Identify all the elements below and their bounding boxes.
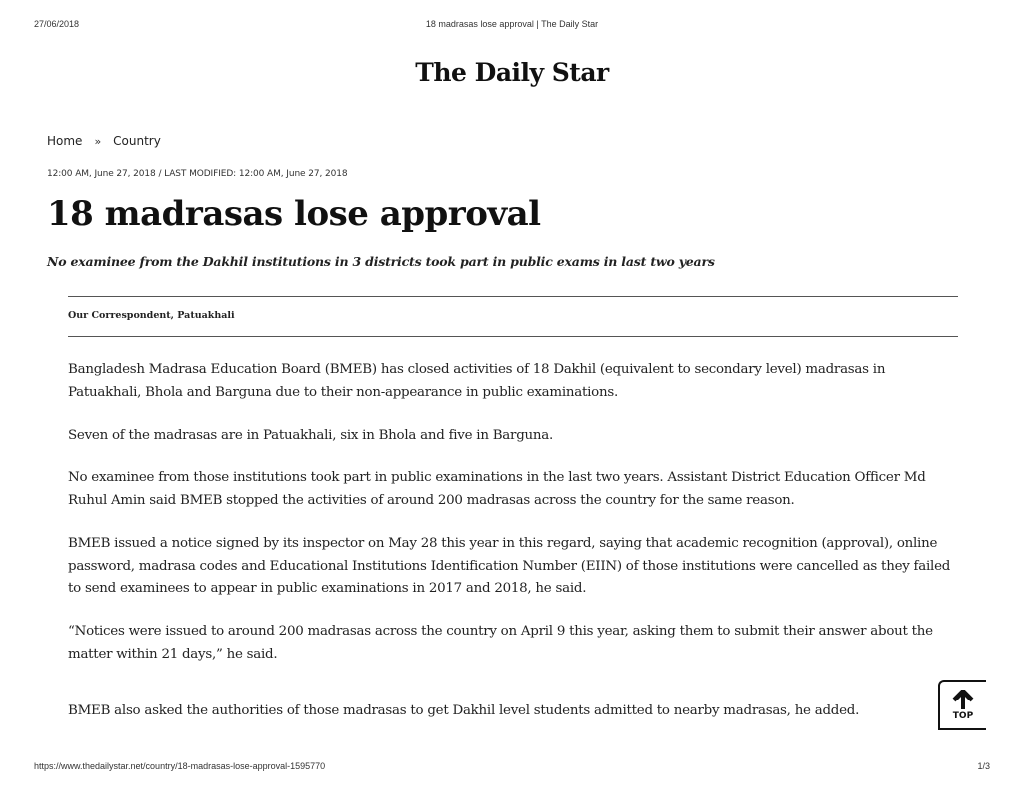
breadcrumb-section-link[interactable]: Country <box>113 134 161 148</box>
article-paragraph: Seven of the madrasas are in Patuakhali, six in Bhola and five in Barguna. <box>68 428 554 443</box>
arrow-up-icon <box>952 690 974 710</box>
print-page-number: 1/3 <box>977 761 990 771</box>
article-paragraph: Bangladesh Madrasa Education Board (BMEB) has closed activities of 18 Dakhil (equivalent to secondary level) madrasas in Patuakhali, Bhola and Barguna due to their non-appearance in public examinations. <box>68 362 886 400</box>
article-paragraph: No examinee from those institutions took part in public examinations in the last two years. Assistant District Education Officer Md Ruhul Amin said BMEB stopped the activities of around 200 madrasas across the country for the same reason. <box>68 470 926 508</box>
article-headline: 18 madrasas lose approval <box>47 194 541 234</box>
print-footer <box>34 761 990 773</box>
article-byline: Our Correspondent, Patuakhali <box>68 310 235 321</box>
byline-top-divider <box>68 296 958 297</box>
masthead-logo[interactable]: The Daily Star <box>415 58 609 87</box>
breadcrumb <box>47 134 161 148</box>
byline-bottom-divider <box>68 336 958 337</box>
print-page-title: 18 madrasas lose approval | The Daily Star <box>425 19 599 29</box>
back-to-top-button[interactable] <box>938 680 986 730</box>
breadcrumb-home-link[interactable]: Home <box>47 134 83 148</box>
back-to-top-label: TOP <box>952 710 974 721</box>
article-paragraph: BMEB also asked the authorities of those madrasas to get Dakhil level students admitted to nearby madrasas, he added. <box>68 703 860 718</box>
breadcrumb-separator-icon: » <box>94 134 102 148</box>
article-dateline: 12:00 AM, June 27, 2018 / LAST MODIFIED: 12:00 AM, June 27, 2018 <box>47 169 348 179</box>
article-subhead: No examinee from the Dakhil institutions in 3 districts took part in public exams in last two years <box>47 254 715 269</box>
print-date: 27/06/2018 <box>34 19 80 29</box>
print-url: https://www.thedailystar.net/country/18-madrasas-lose-approval-1595770 <box>34 761 326 771</box>
print-header <box>34 19 990 31</box>
article-paragraph: BMEB issued a notice signed by its inspector on May 28 this year in this regard, saying that academic recognition (approval), online password, madrasa codes and Educational Institutions Identification Number (EIIN) of those institutions were cancelled as they failed to send examinees to appear in public examinations in 2017 and 2018, he said. <box>68 536 951 596</box>
article-paragraph: “Notices were issued to around 200 madrasas across the country on April 9 this year, asking them to submit their answer about the matter within 21 days,” he said. <box>68 624 933 662</box>
